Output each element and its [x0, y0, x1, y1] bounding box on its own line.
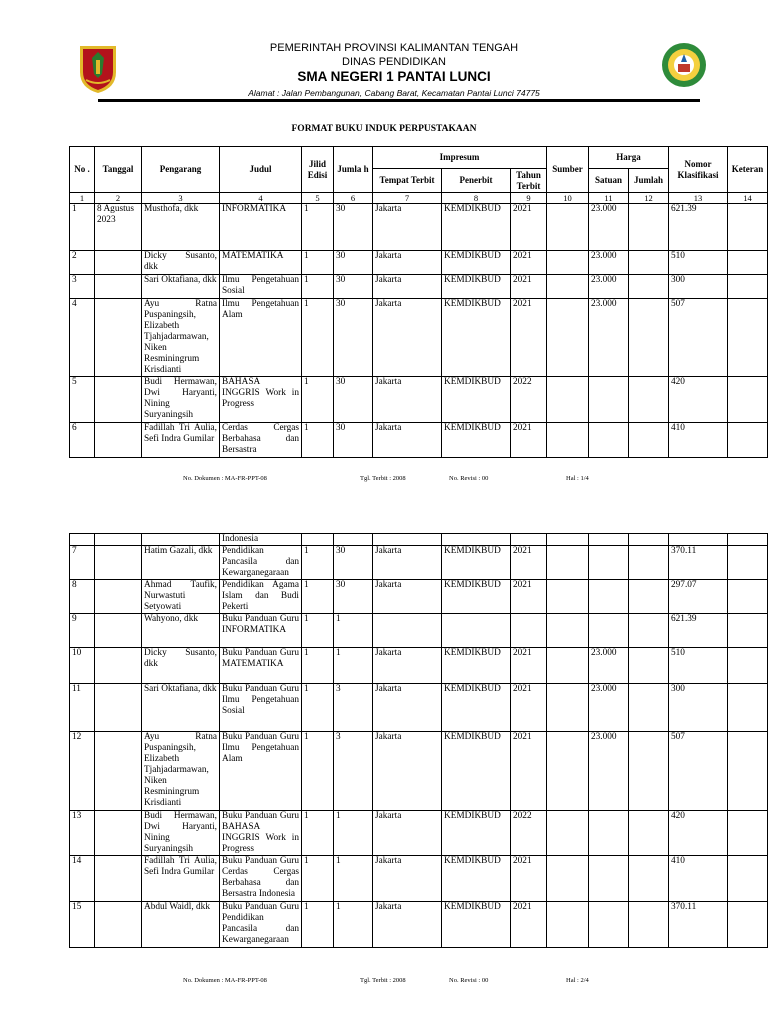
cell-tanggal — [95, 732, 142, 811]
cell-tempat-terbit: Jakarta — [373, 902, 442, 948]
cell-jumlah: 3 — [334, 684, 373, 732]
cell-judul: Ilmu Pengetahuan Alam — [220, 299, 302, 377]
cell-no: 13 — [70, 811, 95, 856]
cell-judul: Buku Panduan Guru Pendidikan Pancasila dan Kewarganegaraan — [220, 902, 302, 948]
cell-harga-jumlah — [629, 811, 669, 856]
col-header-no: No . — [70, 147, 95, 193]
cell-tanggal — [95, 534, 142, 546]
col-header-jumlah: Jumla h — [334, 147, 373, 193]
cell-sumber — [547, 275, 589, 299]
cell-judul: Buku Panduan Guru Cerdas Cergas Berbahasa dan Bersastra Indonesia — [220, 856, 302, 902]
cell-tanggal — [95, 251, 142, 275]
cell-penerbit — [442, 534, 511, 546]
cell-harga-jumlah — [629, 732, 669, 811]
cell-jumlah: 1 — [334, 614, 373, 648]
cell-jilid: 1 — [302, 204, 334, 251]
footer-publish-date: Tgl. Terbit : 2008 — [360, 475, 406, 482]
col-number: 13 — [669, 193, 728, 204]
cell-no: 5 — [70, 377, 95, 423]
col-number: 2 — [95, 193, 142, 204]
cell-no: 4 — [70, 299, 95, 377]
cell-keterangan — [728, 732, 768, 811]
cell-jilid: 1 — [302, 732, 334, 811]
cell-keterangan — [728, 251, 768, 275]
cell-sumber — [547, 856, 589, 902]
cell-penerbit: KEMDIKBUD — [442, 648, 511, 684]
cell-nomor-klasifikasi: 507 — [669, 732, 728, 811]
cell-judul: Ilmu Pengetahuan Sosial — [220, 275, 302, 299]
cell-pengarang: Fadillah Tri Aulia, Sefi Indra Gumilar — [142, 423, 220, 458]
cell-jilid: 1 — [302, 275, 334, 299]
col-header-tanggal: Tanggal — [95, 147, 142, 193]
col-header-judul: Judul — [220, 147, 302, 193]
cell-penerbit: KEMDIKBUD — [442, 251, 511, 275]
cell-tempat-terbit — [373, 534, 442, 546]
cell-harga-jumlah — [629, 614, 669, 648]
cell-judul: BAHASA INGGRIS Work in Progress — [220, 377, 302, 423]
cell-jilid: 1 — [302, 251, 334, 275]
col-number: 9 — [511, 193, 547, 204]
cell-no: 7 — [70, 546, 95, 580]
cell-harga-jumlah — [629, 275, 669, 299]
cell-tanggal — [95, 423, 142, 458]
header-line-1: PEMERINTAH PROVINSI KALIMANTAN TENGAH — [269, 42, 519, 54]
cell-harga-satuan: 23.000 — [589, 684, 629, 732]
cell-sumber — [547, 732, 589, 811]
cell-tanggal — [95, 614, 142, 648]
cell-harga-jumlah — [629, 684, 669, 732]
cell-tanggal — [95, 275, 142, 299]
cell-jumlah: 30 — [334, 546, 373, 580]
cell-harga-jumlah — [629, 204, 669, 251]
cell-tanggal — [95, 648, 142, 684]
col-header-tempat: Tempat Terbit — [373, 169, 442, 193]
cell-harga-jumlah — [629, 534, 669, 546]
cell-jumlah: 30 — [334, 423, 373, 458]
col-number: 8 — [442, 193, 511, 204]
cell-judul: Buku Panduan Guru MATEMATIKA — [220, 648, 302, 684]
cell-judul: Buku Panduan Guru INFORMATIKA — [220, 614, 302, 648]
cell-harga-satuan — [589, 614, 629, 648]
cell-jilid: 1 — [302, 856, 334, 902]
cell-sumber — [547, 377, 589, 423]
cell-nomor-klasifikasi: 510 — [669, 648, 728, 684]
cell-harga-jumlah — [629, 377, 669, 423]
col-number: 5 — [302, 193, 334, 204]
cell-nomor-klasifikasi: 297.07 — [669, 580, 728, 614]
col-number: 4 — [220, 193, 302, 204]
page-2 — [0, 500, 768, 1024]
provincial-emblem-logo — [78, 42, 118, 94]
cell-judul: Pendidikan Pancasila dan Kewarganegaraan — [220, 546, 302, 580]
cell-nomor-klasifikasi: 300 — [669, 684, 728, 732]
cell-keterangan — [728, 902, 768, 948]
cell-pengarang — [142, 534, 220, 546]
cell-tempat-terbit: Jakarta — [373, 251, 442, 275]
cell-pengarang: Ayu Ratna Puspaningsih, Elizabeth Tjahjadarmawan, Niken Resminingrum Krisdianti — [142, 732, 220, 811]
table-row — [70, 275, 768, 299]
cell-tempat-terbit: Jakarta — [373, 546, 442, 580]
cell-penerbit: KEMDIKBUD — [442, 546, 511, 580]
cell-keterangan — [728, 299, 768, 377]
cell-no: 14 — [70, 856, 95, 902]
cell-harga-satuan: 23.000 — [589, 648, 629, 684]
cell-harga-jumlah — [629, 902, 669, 948]
cell-tahun-terbit: 2021 — [511, 684, 547, 732]
cell-harga-jumlah — [629, 580, 669, 614]
cell-harga-satuan — [589, 423, 629, 458]
table-row — [70, 204, 768, 251]
cell-nomor-klasifikasi: 420 — [669, 377, 728, 423]
cell-no: 15 — [70, 902, 95, 948]
table-row — [70, 423, 768, 458]
cell-harga-jumlah — [629, 546, 669, 580]
cell-keterangan — [728, 811, 768, 856]
footer-doc-number: No. Dokumen : MA-FR-PPT-08 — [183, 977, 267, 984]
cell-tahun-terbit: 2021 — [511, 648, 547, 684]
cell-tahun-terbit: 2021 — [511, 546, 547, 580]
header-rule — [98, 99, 700, 102]
cell-no: 3 — [70, 275, 95, 299]
cell-nomor-klasifikasi: 510 — [669, 251, 728, 275]
cell-pengarang: Ahmad Taufik, Nurwastuti Setyowati — [142, 580, 220, 614]
cell-sumber — [547, 614, 589, 648]
cell-pengarang: Wahyono, dkk — [142, 614, 220, 648]
cell-tanggal — [95, 580, 142, 614]
cell-penerbit: KEMDIKBUD — [442, 275, 511, 299]
table-row — [70, 648, 768, 684]
cell-tahun-terbit: 2021 — [511, 902, 547, 948]
col-number: 11 — [589, 193, 629, 204]
cell-judul: Buku Panduan Guru BAHASA INGGRIS Work in Progress — [220, 811, 302, 856]
footer-page-number: Hal : 1/4 — [566, 475, 589, 482]
table-row — [70, 684, 768, 732]
cell-harga-satuan — [589, 580, 629, 614]
col-number: 14 — [728, 193, 768, 204]
cell-jumlah: 1 — [334, 856, 373, 902]
cell-tahun-terbit: 2022 — [511, 811, 547, 856]
cell-no: 12 — [70, 732, 95, 811]
cell-no — [70, 534, 95, 546]
cell-penerbit: KEMDIKBUD — [442, 732, 511, 811]
cell-pengarang: Abdul Waidl, dkk — [142, 902, 220, 948]
cell-tahun-terbit — [511, 614, 547, 648]
col-header-keterangan: Keteran — [728, 147, 768, 193]
cell-no: 11 — [70, 684, 95, 732]
cell-jilid: 1 — [302, 377, 334, 423]
cell-harga-satuan — [589, 902, 629, 948]
table-row-continuation — [70, 534, 768, 546]
cell-no: 8 — [70, 580, 95, 614]
cell-keterangan — [728, 856, 768, 902]
cell-judul: Cerdas Cergas Berbahasa dan Bersastra — [220, 423, 302, 458]
cell-tahun-terbit: 2021 — [511, 732, 547, 811]
cell-keterangan — [728, 423, 768, 458]
table-row — [70, 732, 768, 811]
cell-sumber — [547, 299, 589, 377]
col-header-tahun: Tahun Terbit — [511, 169, 547, 193]
cell-jumlah: 1 — [334, 811, 373, 856]
cell-penerbit: KEMDIKBUD — [442, 377, 511, 423]
cell-tanggal — [95, 856, 142, 902]
cell-tempat-terbit: Jakarta — [373, 732, 442, 811]
cell-judul: MATEMATIKA — [220, 251, 302, 275]
cell-tanggal — [95, 377, 142, 423]
cell-harga-satuan — [589, 546, 629, 580]
cell-harga-satuan — [589, 856, 629, 902]
cell-tahun-terbit: 2021 — [511, 251, 547, 275]
cell-pengarang: Hatim Gazali, dkk — [142, 546, 220, 580]
cell-harga-jumlah — [629, 648, 669, 684]
table-row — [70, 902, 768, 948]
cell-tempat-terbit: Jakarta — [373, 275, 442, 299]
cell-keterangan — [728, 580, 768, 614]
table-row — [70, 856, 768, 902]
col-number: 12 — [629, 193, 669, 204]
col-header-penerbit: Penerbit — [442, 169, 511, 193]
cell-keterangan — [728, 275, 768, 299]
cell-sumber — [547, 534, 589, 546]
cell-penerbit: KEMDIKBUD — [442, 204, 511, 251]
cell-jilid: 1 — [302, 902, 334, 948]
cell-harga-satuan — [589, 811, 629, 856]
cell-jilid: 1 — [302, 811, 334, 856]
cell-tahun-terbit: 2021 — [511, 423, 547, 458]
cell-penerbit: KEMDIKBUD — [442, 580, 511, 614]
cell-jumlah: 30 — [334, 377, 373, 423]
cell-pengarang: Ayu Ratna Puspaningsih, Elizabeth Tjahjadarmawan, Niken Resminingrum Krisdianti — [142, 299, 220, 377]
cell-sumber — [547, 811, 589, 856]
cell-penerbit: KEMDIKBUD — [442, 423, 511, 458]
cell-tanggal — [95, 546, 142, 580]
footer-publish-date: Tgl. Terbit : 2008 — [360, 977, 406, 984]
col-number: 1 — [70, 193, 95, 204]
cell-tahun-terbit: 2021 — [511, 580, 547, 614]
cell-sumber — [547, 251, 589, 275]
cell-penerbit: KEMDIKBUD — [442, 684, 511, 732]
cell-pengarang: Sari Oktafiana, dkk — [142, 684, 220, 732]
col-header-impresum: Impresum — [373, 147, 547, 169]
cell-sumber — [547, 546, 589, 580]
cell-jumlah: 1 — [334, 648, 373, 684]
page-1 — [0, 0, 768, 500]
cell-tahun-terbit: 2021 — [511, 856, 547, 902]
cell-jilid: 1 — [302, 684, 334, 732]
cell-no: 1 — [70, 204, 95, 251]
cell-pengarang: Musthofa, dkk — [142, 204, 220, 251]
cell-harga-satuan — [589, 377, 629, 423]
cell-nomor-klasifikasi: 300 — [669, 275, 728, 299]
document-title: FORMAT BUKU INDUK PERPUSTAKAAN — [291, 124, 477, 134]
cell-keterangan — [728, 204, 768, 251]
cell-pengarang: Dicky Susanto, dkk — [142, 648, 220, 684]
header-line-3: SMA NEGERI 1 PANTAI LUNCI — [297, 69, 491, 84]
table-row — [70, 377, 768, 423]
cell-tanggal — [95, 684, 142, 732]
cell-nomor-klasifikasi: 370.11 — [669, 902, 728, 948]
cell-tempat-terbit: Jakarta — [373, 811, 442, 856]
cell-harga-satuan: 23.000 — [589, 204, 629, 251]
cell-jilid — [302, 534, 334, 546]
cell-harga-satuan: 23.000 — [589, 251, 629, 275]
cell-jilid: 1 — [302, 546, 334, 580]
cell-no: 2 — [70, 251, 95, 275]
footer-revision: No. Revisi : 00 — [449, 977, 489, 984]
cell-penerbit: KEMDIKBUD — [442, 299, 511, 377]
header-address: Alamat : Jalan Pembangunan, Cabang Barat, Kecamatan Pantai Lunci 74775 — [248, 88, 540, 98]
cell-pengarang: Budi Hermawan, Dwi Haryanti, Nining Suryaningsih — [142, 377, 220, 423]
cell-tempat-terbit: Jakarta — [373, 299, 442, 377]
cell-tempat-terbit: Jakarta — [373, 648, 442, 684]
cell-harga-jumlah — [629, 251, 669, 275]
col-number: 7 — [373, 193, 442, 204]
cell-no: 6 — [70, 423, 95, 458]
cell-jilid: 1 — [302, 614, 334, 648]
cell-jumlah: 30 — [334, 299, 373, 377]
school-logo — [661, 42, 707, 88]
cell-keterangan — [728, 377, 768, 423]
cell-harga-jumlah — [629, 423, 669, 458]
cell-jumlah: 30 — [334, 275, 373, 299]
cell-jumlah: 1 — [334, 902, 373, 948]
col-header-jumlah-harga: Jumlah — [629, 169, 669, 193]
cell-nomor-klasifikasi — [669, 534, 728, 546]
cell-pengarang: Fadillah Tri Aulia, Sefi Indra Gumilar — [142, 856, 220, 902]
cell-nomor-klasifikasi: 370.11 — [669, 546, 728, 580]
cell-tahun-terbit: 2021 — [511, 204, 547, 251]
table-row — [70, 299, 768, 377]
cell-keterangan — [728, 534, 768, 546]
col-header-pengarang: Pengarang — [142, 147, 220, 193]
cell-tempat-terbit: Jakarta — [373, 423, 442, 458]
footer-revision: No. Revisi : 00 — [449, 475, 489, 482]
cell-jilid: 1 — [302, 580, 334, 614]
inventory-table-page-2 — [69, 533, 768, 948]
cell-judul: Indonesia — [220, 534, 302, 546]
cell-nomor-klasifikasi: 420 — [669, 811, 728, 856]
cell-tahun-terbit: 2021 — [511, 299, 547, 377]
cell-no: 9 — [70, 614, 95, 648]
cell-judul: Pendidikan Agama Islam dan Budi Pekerti — [220, 580, 302, 614]
cell-penerbit — [442, 614, 511, 648]
cell-tempat-terbit: Jakarta — [373, 856, 442, 902]
cell-jilid: 1 — [302, 423, 334, 458]
cell-tempat-terbit — [373, 614, 442, 648]
cell-tempat-terbit: Jakarta — [373, 684, 442, 732]
table-row — [70, 546, 768, 580]
cell-judul: Buku Panduan Guru Ilmu Pengetahuan Sosial — [220, 684, 302, 732]
cell-jumlah: 3 — [334, 732, 373, 811]
table-row — [70, 580, 768, 614]
col-number: 10 — [547, 193, 589, 204]
cell-no: 10 — [70, 648, 95, 684]
cell-tahun-terbit: 2022 — [511, 377, 547, 423]
cell-sumber — [547, 648, 589, 684]
cell-tanggal — [95, 902, 142, 948]
header-line-2: DINAS PENDIDIKAN — [342, 56, 446, 68]
footer-doc-number: No. Dokumen : MA-FR-PPT-08 — [183, 475, 267, 482]
cell-jumlah: 30 — [334, 580, 373, 614]
cell-penerbit: KEMDIKBUD — [442, 902, 511, 948]
cell-nomor-klasifikasi: 621.39 — [669, 614, 728, 648]
cell-tahun-terbit — [511, 534, 547, 546]
cell-penerbit: KEMDIKBUD — [442, 811, 511, 856]
cell-jumlah: 30 — [334, 251, 373, 275]
cell-tempat-terbit: Jakarta — [373, 204, 442, 251]
column-number-row — [70, 193, 768, 204]
cell-tempat-terbit: Jakarta — [373, 580, 442, 614]
cell-tanggal: 8 Agustus 2023 — [95, 204, 142, 251]
cell-sumber — [547, 423, 589, 458]
table-row — [70, 811, 768, 856]
cell-harga-satuan — [589, 534, 629, 546]
table-row — [70, 251, 768, 275]
cell-nomor-klasifikasi: 410 — [669, 423, 728, 458]
cell-harga-jumlah — [629, 299, 669, 377]
cell-pengarang: Sari Oktafiana, dkk — [142, 275, 220, 299]
cell-keterangan — [728, 546, 768, 580]
cell-jumlah — [334, 534, 373, 546]
col-header-sumber: Sumber — [547, 147, 589, 193]
cell-harga-jumlah — [629, 856, 669, 902]
cell-pengarang: Budi Hermawan, Dwi Haryanti, Nining Suryaningsih — [142, 811, 220, 856]
cell-tanggal — [95, 299, 142, 377]
col-number: 6 — [334, 193, 373, 204]
cell-harga-satuan: 23.000 — [589, 732, 629, 811]
cell-judul: INFORMATIKA — [220, 204, 302, 251]
cell-nomor-klasifikasi: 507 — [669, 299, 728, 377]
cell-jilid: 1 — [302, 648, 334, 684]
cell-nomor-klasifikasi: 410 — [669, 856, 728, 902]
cell-sumber — [547, 902, 589, 948]
table-row — [70, 614, 768, 648]
cell-tanggal — [95, 811, 142, 856]
cell-judul: Buku Panduan Guru Ilmu Pengetahuan Alam — [220, 732, 302, 811]
cell-penerbit: KEMDIKBUD — [442, 856, 511, 902]
cell-tempat-terbit: Jakarta — [373, 377, 442, 423]
col-header-jilid: Jilid Edisi — [302, 147, 334, 193]
cell-pengarang: Dicky Susanto, dkk — [142, 251, 220, 275]
cell-harga-satuan: 23.000 — [589, 275, 629, 299]
cell-keterangan — [728, 648, 768, 684]
col-header-satuan: Satuan — [589, 169, 629, 193]
cell-sumber — [547, 580, 589, 614]
cell-nomor-klasifikasi: 621.39 — [669, 204, 728, 251]
col-header-harga: Harga — [589, 147, 669, 169]
footer-page-number: Hal : 2/4 — [566, 977, 589, 984]
cell-sumber — [547, 204, 589, 251]
inventory-table-page-1 — [69, 146, 768, 458]
cell-harga-satuan: 23.000 — [589, 299, 629, 377]
cell-jumlah: 30 — [334, 204, 373, 251]
cell-keterangan — [728, 614, 768, 648]
cell-sumber — [547, 684, 589, 732]
cell-keterangan — [728, 684, 768, 732]
col-header-nomor: Nomor Klasifikasi — [669, 147, 728, 193]
cell-jilid: 1 — [302, 299, 334, 377]
cell-tahun-terbit: 2021 — [511, 275, 547, 299]
col-number: 3 — [142, 193, 220, 204]
